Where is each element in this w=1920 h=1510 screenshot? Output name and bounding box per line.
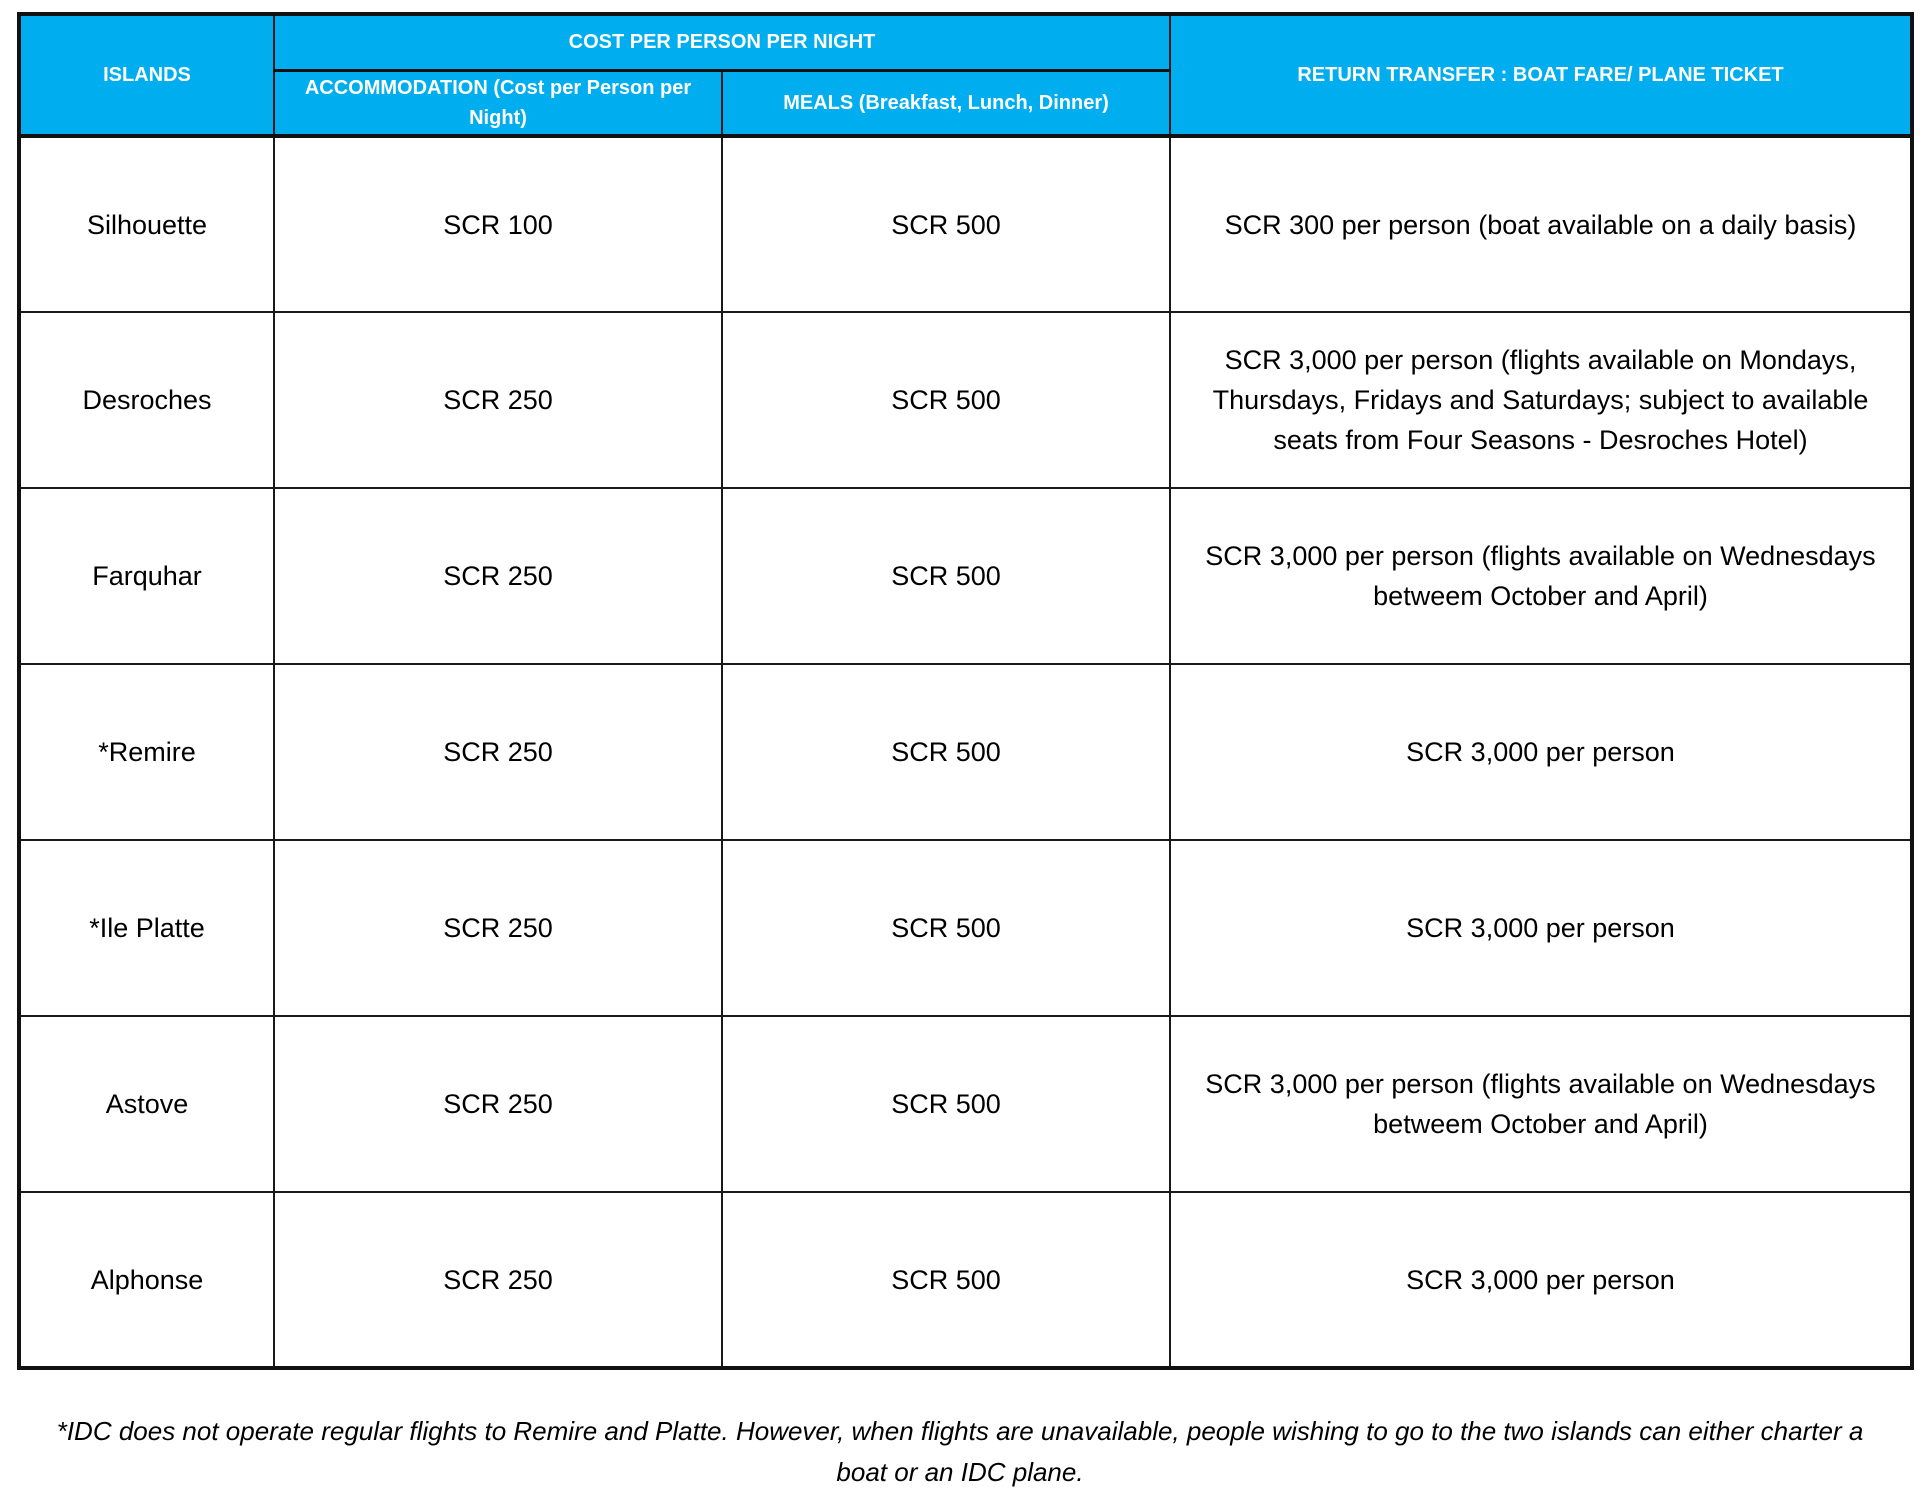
meals-cost-cell: SCR 500 xyxy=(722,1016,1170,1192)
island-name-cell: Silhouette xyxy=(19,136,274,312)
footnote: *IDC does not operate regular flights to Remire and Platte. However, when flights are unavailable, people wishing to go to the two islands can either charter a boat or an IDC plane. xyxy=(56,1416,1864,1487)
island-name-cell: *Remire xyxy=(19,664,274,840)
transfer-cost-cell: SCR 3,000 per person (flights available on Wednesdays betweem October and April) xyxy=(1170,1016,1912,1192)
transfer-cost-cell: SCR 3,000 per person (flights available on Mondays, Thursdays, Fridays and Saturdays; subject to available seats from Four Seasons - Desroches Hotel) xyxy=(1170,312,1912,488)
islands-column-header: ISLANDS xyxy=(19,14,274,136)
table-row xyxy=(19,312,1912,488)
transfer-cost-cell: SCR 3,000 per person xyxy=(1170,664,1912,840)
table-row xyxy=(19,136,1912,312)
island-name-cell: Astove xyxy=(19,1016,274,1192)
meals-cost-cell: SCR 500 xyxy=(722,136,1170,312)
accommodation-cost-cell: SCR 250 xyxy=(274,312,722,488)
accommodation-cost-cell: SCR 250 xyxy=(274,840,722,1016)
table-row xyxy=(19,1192,1912,1368)
table-row xyxy=(19,1016,1912,1192)
accommodation-cost-cell: SCR 250 xyxy=(274,488,722,664)
table-header xyxy=(19,14,1912,136)
header-row-top xyxy=(19,14,1912,70)
island-name-cell: Alphonse xyxy=(19,1192,274,1368)
table-body xyxy=(19,136,1912,1368)
cost-per-person-group-header: COST PER PERSON PER NIGHT xyxy=(274,14,1170,70)
accommodation-cost-cell: SCR 250 xyxy=(274,1016,722,1192)
island-rates-table xyxy=(17,12,1914,1370)
meals-cost-cell: SCR 500 xyxy=(722,312,1170,488)
return-transfer-column-header: RETURN TRANSFER : BOAT FARE/ PLANE TICKET xyxy=(1170,14,1912,136)
table-row xyxy=(19,664,1912,840)
meals-cost-cell: SCR 500 xyxy=(722,488,1170,664)
transfer-cost-cell: SCR 3,000 per person xyxy=(1170,1192,1912,1368)
meals-column-header: MEALS (Breakfast, Lunch, Dinner) xyxy=(722,70,1170,136)
accommodation-cost-cell: SCR 250 xyxy=(274,664,722,840)
meals-cost-cell: SCR 500 xyxy=(722,1192,1170,1368)
table-row xyxy=(19,488,1912,664)
transfer-cost-cell: SCR 300 per person (boat available on a daily basis) xyxy=(1170,136,1912,312)
island-name-cell: Desroches xyxy=(19,312,274,488)
accommodation-column-header: ACCOMMODATION (Cost per Person per Night) xyxy=(274,70,722,136)
table-row xyxy=(19,840,1912,1016)
meals-cost-cell: SCR 500 xyxy=(722,840,1170,1016)
accommodation-cost-cell: SCR 250 xyxy=(274,1192,722,1368)
transfer-cost-cell: SCR 3,000 per person xyxy=(1170,840,1912,1016)
meals-cost-cell: SCR 500 xyxy=(722,664,1170,840)
island-name-cell: Farquhar xyxy=(19,488,274,664)
transfer-cost-cell: SCR 3,000 per person (flights available on Wednesdays betweem October and April) xyxy=(1170,488,1912,664)
island-name-cell: *Ile Platte xyxy=(19,840,274,1016)
accommodation-cost-cell: SCR 100 xyxy=(274,136,722,312)
